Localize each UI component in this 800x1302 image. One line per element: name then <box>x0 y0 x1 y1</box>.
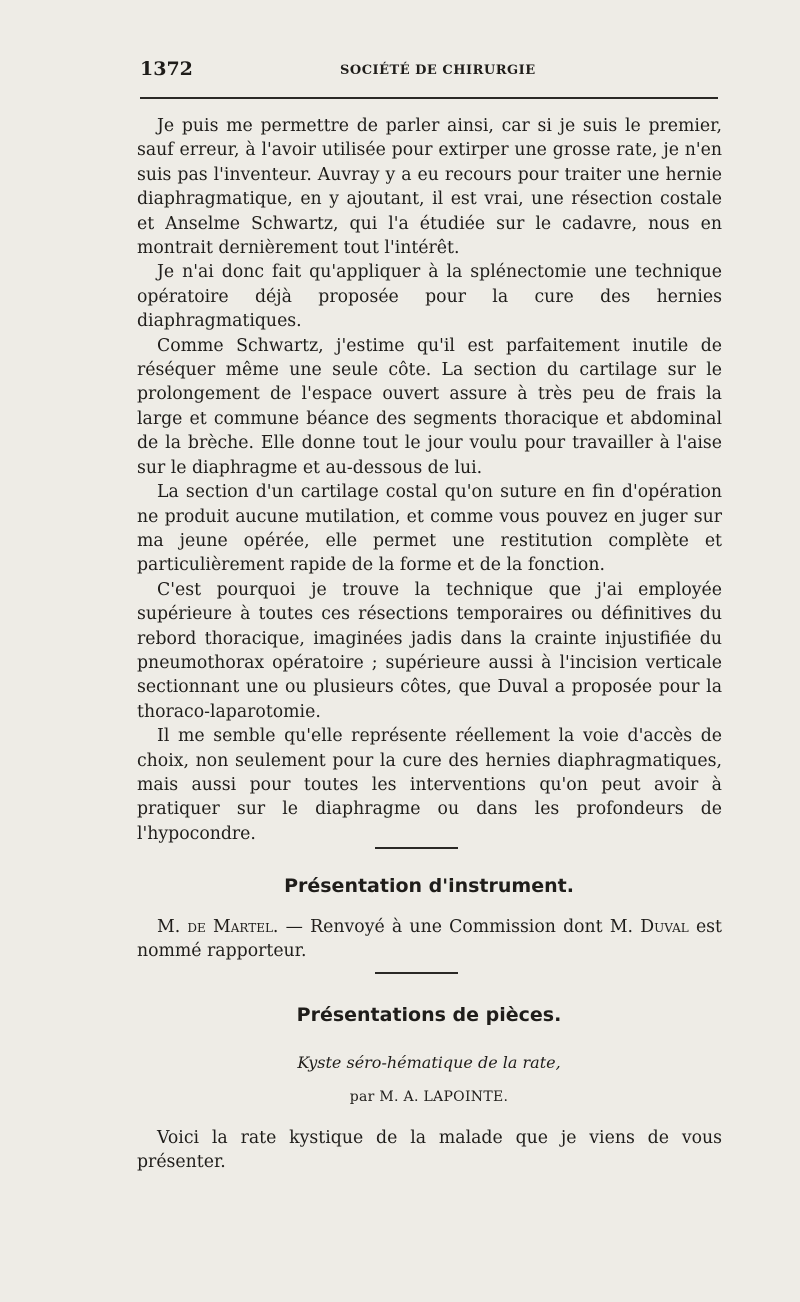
instrument-body: — Renvoyé à une Commission dont M. <box>278 917 641 937</box>
paragraph: Il me semble qu'elle représente réellement la voie d'accès de choix, non seulement pour la cure des hernies diaphragmatiques, mais aussi pour toutes les interventions qu'on peut avoir à pratiquer sur le diaphragme ou dans les profondeurs de l'hypocondre. <box>137 726 722 844</box>
piece-subtitle: Kyste séro-hématique de la rate, <box>297 1053 561 1072</box>
instrument-text <box>137 915 722 964</box>
speaker-name: M. de Martel. <box>157 917 279 937</box>
rapporteur-name: Duval <box>640 917 689 937</box>
paragraph: La section d'un cartilage costal qu'on suture en fin d'opération ne produit aucune mutilation, et comme vous pouvez en juger sur ma jeune opérée, elle permet une restitution complète et particulièrement rapide de la forme et de la fonction. <box>137 482 722 576</box>
instrument-body-end: est nommé rapporteur. <box>137 917 722 962</box>
page-number: 1372 <box>140 58 193 80</box>
paragraph: Je n'ai donc fait qu'appliquer à la splénectomie une technique opératoire déjà proposée pour la cure des hernies diaphragmatiques. <box>137 262 722 332</box>
instrument-paragraph <box>137 915 722 964</box>
paragraph: Voici la rate kystique de la malade que je viens de vous présenter. <box>137 1128 722 1173</box>
piece-author: par M. A. LAPOINTE. <box>349 1089 509 1105</box>
piece-paragraph <box>137 1126 722 1175</box>
section-divider <box>375 972 458 974</box>
main-text <box>137 114 722 846</box>
section-divider <box>375 847 458 849</box>
paragraph: Comme Schwartz, j'estime qu'il est parfaitement inutile de réséquer même une seule côte. La section du cartilage sur le prolongement de l'espace ouvert assure à très peu de frais la large et commune béance des segments thoracique et abdominal de la brèche. Elle donne tout le jour voulu pour travailler à l'aise sur le diaphragme et au-dessous de lui. <box>137 335 722 478</box>
paragraph: C'est pourquoi je trouve la technique que j'ai employée supérieure à toutes ces résections temporaires ou définitives du rebord thoracique, imaginées jadis dans la crainte injustifiée du pneumothorax opératoire ; supérieure aussi à l'incision verticale sectionnant une ou plusieurs côtes, que Duval a proposée pour la thoraco-laparotomie. <box>137 579 722 722</box>
running-title: SOCIÉTÉ DE CHIRURGIE <box>340 63 536 78</box>
section-title-pieces: Présentations de pièces. <box>296 1004 562 1026</box>
paragraph: Je puis me permettre de parler ainsi, car si je suis le premier, sauf erreur, à l'avoir utilisée pour extirper une grosse rate, je n'en suis pas l'inventeur. Auvray y a eu recours pour traiter une hernie diaphragmatique, en y ajoutant, il est vrai, une résection costale et Anselme Schwartz, qui l'a étudiée sur le cadavre, nous en montrait dernièrement tout l'intérêt. <box>137 116 722 259</box>
section-title-instrument: Présentation d'instrument. <box>284 875 574 897</box>
page-header <box>140 58 718 86</box>
header-rule <box>140 97 718 99</box>
